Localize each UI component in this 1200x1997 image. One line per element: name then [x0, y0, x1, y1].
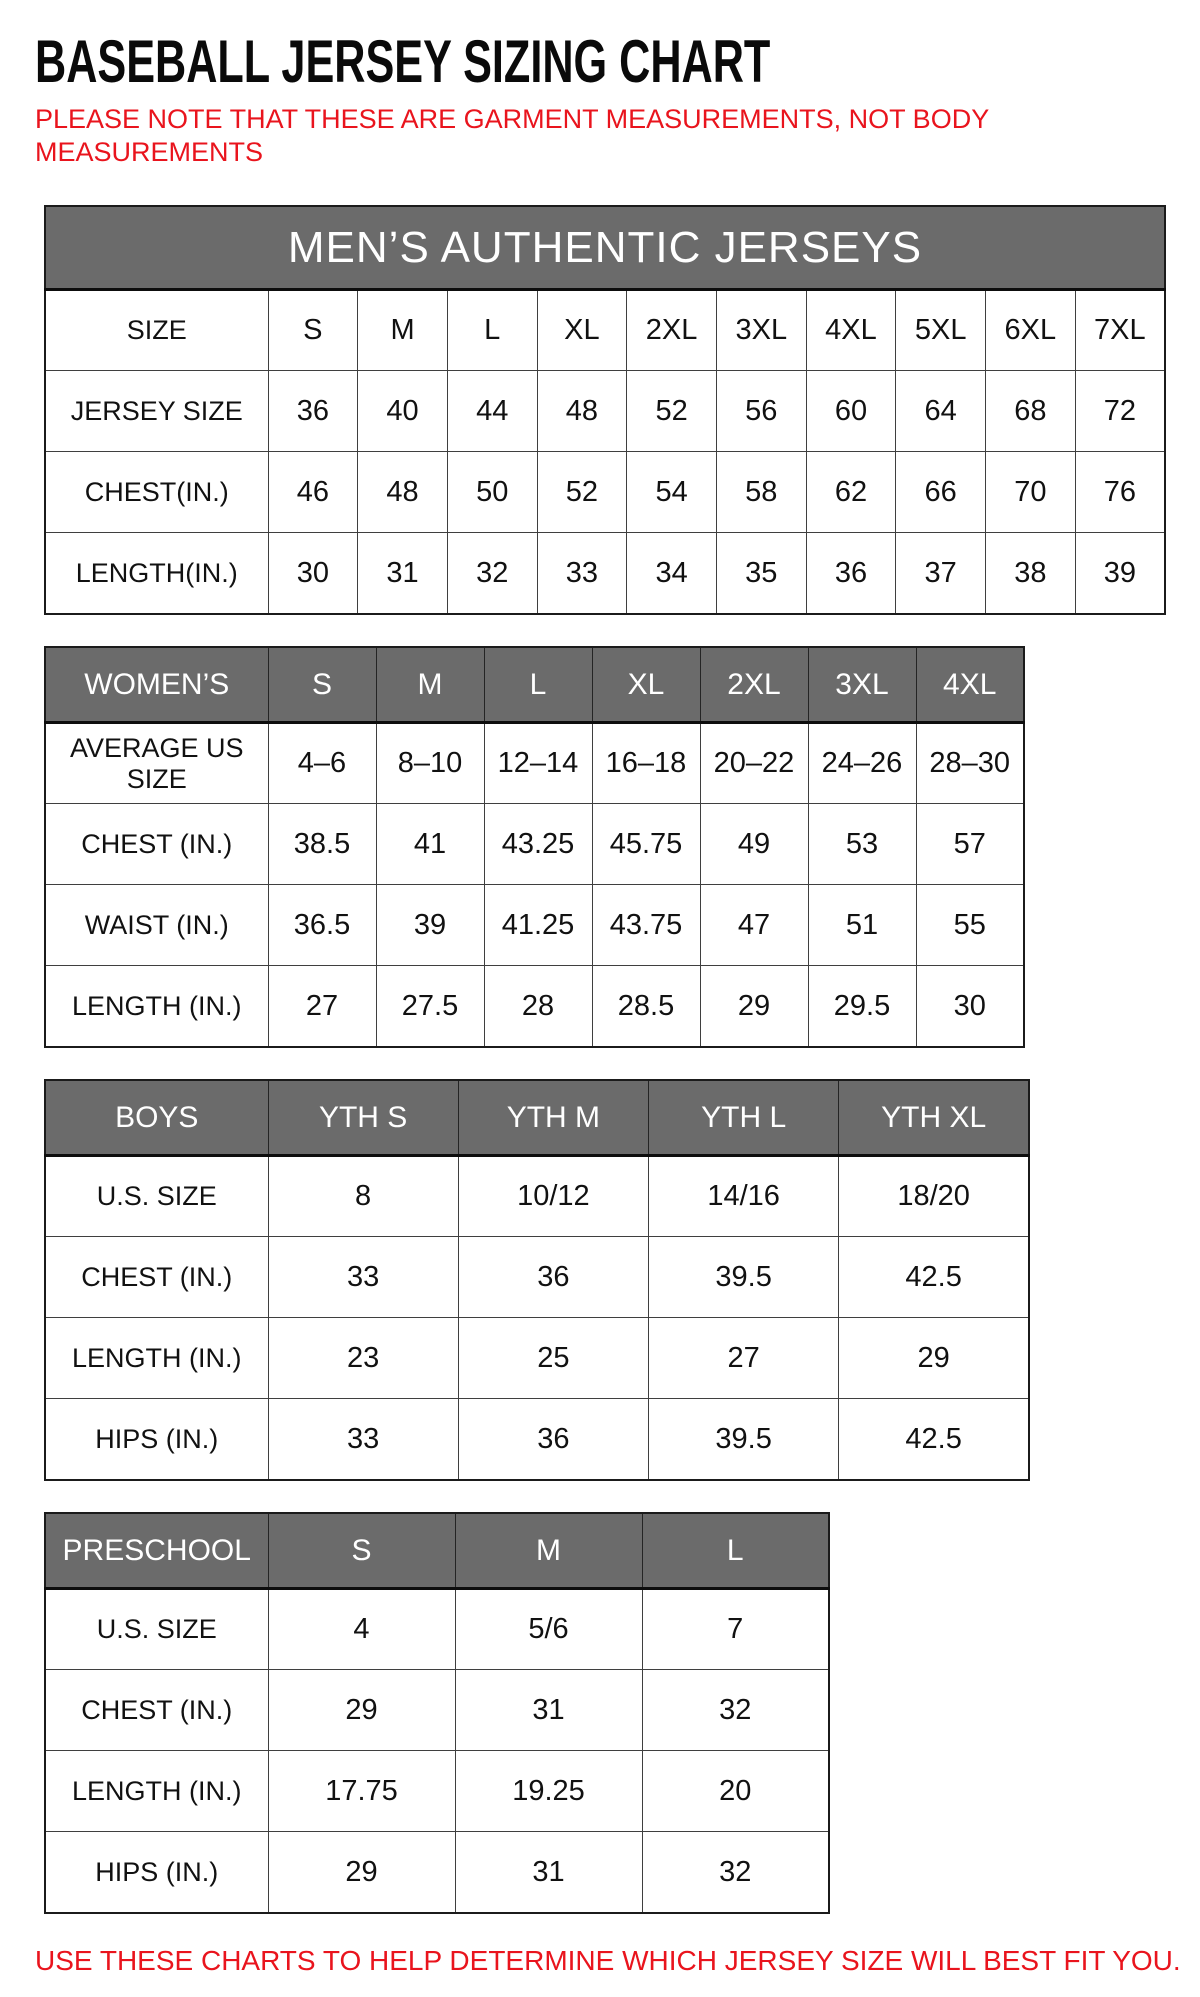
- value-cell: 30: [916, 966, 1024, 1047]
- value-cell: 28.5: [592, 966, 700, 1047]
- value-cell: 4: [268, 1589, 455, 1670]
- value-cell: 48: [537, 371, 627, 452]
- value-cell: 10/12: [458, 1156, 648, 1237]
- boys-table-title: BOYS: [45, 1080, 268, 1156]
- value-cell: 7: [642, 1589, 829, 1670]
- table-row: [45, 885, 1024, 966]
- value-cell: 23: [268, 1318, 458, 1399]
- value-cell: 32: [447, 533, 537, 614]
- mens-authentic-jerseys-table: [44, 205, 1166, 615]
- value-cell: 70: [986, 452, 1076, 533]
- column-header: 2XL: [700, 647, 808, 723]
- value-cell: M: [358, 290, 448, 371]
- value-cell: 17.75: [268, 1751, 455, 1832]
- value-cell: 50: [447, 452, 537, 533]
- value-cell: 4–6: [268, 723, 376, 804]
- value-cell: 12–14: [484, 723, 592, 804]
- value-cell: XL: [537, 290, 627, 371]
- value-cell: 41: [376, 804, 484, 885]
- value-cell: 19.25: [455, 1751, 642, 1832]
- womens-table: [44, 646, 1025, 1048]
- row-label: AVERAGE US SIZE: [45, 723, 268, 804]
- value-cell: 47: [700, 885, 808, 966]
- value-cell: 6XL: [986, 290, 1076, 371]
- row-label: WAIST (IN.): [45, 885, 268, 966]
- value-cell: 14/16: [649, 1156, 839, 1237]
- value-cell: 42.5: [839, 1237, 1029, 1318]
- column-header: L: [484, 647, 592, 723]
- column-header: YTH L: [649, 1080, 839, 1156]
- value-cell: 37: [896, 533, 986, 614]
- table-row: [45, 1399, 1029, 1480]
- value-cell: 60: [806, 371, 896, 452]
- value-cell: 36: [458, 1399, 648, 1480]
- value-cell: 4XL: [806, 290, 896, 371]
- table-row: [45, 1318, 1029, 1399]
- value-cell: 20–22: [700, 723, 808, 804]
- value-cell: 8–10: [376, 723, 484, 804]
- value-cell: 27: [649, 1318, 839, 1399]
- value-cell: 18/20: [839, 1156, 1029, 1237]
- value-cell: 38.5: [268, 804, 376, 885]
- value-cell: 36: [458, 1237, 648, 1318]
- value-cell: 56: [716, 371, 806, 452]
- column-header: YTH M: [458, 1080, 648, 1156]
- table-row: [45, 966, 1024, 1047]
- value-cell: 66: [896, 452, 986, 533]
- value-cell: 28–30: [916, 723, 1024, 804]
- value-cell: 24–26: [808, 723, 916, 804]
- value-cell: 54: [627, 452, 717, 533]
- column-header: XL: [592, 647, 700, 723]
- value-cell: 29: [839, 1318, 1029, 1399]
- value-cell: 44: [447, 371, 537, 452]
- value-cell: 34: [627, 533, 717, 614]
- table-row: [45, 371, 1165, 452]
- value-cell: 20: [642, 1751, 829, 1832]
- value-cell: 31: [455, 1670, 642, 1751]
- value-cell: 27: [268, 966, 376, 1047]
- row-label: LENGTH (IN.): [45, 1751, 268, 1832]
- table-row: [45, 533, 1165, 614]
- womens-header-row: [45, 647, 1024, 723]
- value-cell: 33: [268, 1399, 458, 1480]
- value-cell: 36: [806, 533, 896, 614]
- value-cell: 29.5: [808, 966, 916, 1047]
- value-cell: 52: [537, 452, 627, 533]
- value-cell: 36: [268, 371, 358, 452]
- row-label: HIPS (IN.): [45, 1832, 268, 1913]
- table-row: [45, 1832, 829, 1913]
- value-cell: 45.75: [592, 804, 700, 885]
- value-cell: 42.5: [839, 1399, 1029, 1480]
- row-label: CHEST(IN.): [45, 452, 268, 533]
- preschool-header-row: [45, 1513, 829, 1589]
- value-cell: 39: [376, 885, 484, 966]
- value-cell: 52: [627, 371, 717, 452]
- value-cell: 5XL: [896, 290, 986, 371]
- value-cell: 33: [268, 1237, 458, 1318]
- table-row: [45, 1751, 829, 1832]
- value-cell: 64: [896, 371, 986, 452]
- value-cell: 39.5: [649, 1399, 839, 1480]
- column-header: 3XL: [808, 647, 916, 723]
- value-cell: L: [447, 290, 537, 371]
- value-cell: 38: [986, 533, 1076, 614]
- column-header: 4XL: [916, 647, 1024, 723]
- table-row: [45, 452, 1165, 533]
- value-cell: S: [268, 290, 358, 371]
- value-cell: 29: [700, 966, 808, 1047]
- mens-authentic-jerseys-banner: MEN’S AUTHENTIC JERSEYS: [45, 206, 1165, 290]
- value-cell: 30: [268, 533, 358, 614]
- value-cell: 57: [916, 804, 1024, 885]
- value-cell: 27.5: [376, 966, 484, 1047]
- value-cell: 68: [986, 371, 1076, 452]
- column-header: S: [268, 647, 376, 723]
- table-row: [45, 1156, 1029, 1237]
- value-cell: 5/6: [455, 1589, 642, 1670]
- row-label: LENGTH(IN.): [45, 533, 268, 614]
- column-header: M: [376, 647, 484, 723]
- table-row: [45, 1589, 829, 1670]
- mens-authentic-jerseys-banner-row: [45, 206, 1165, 290]
- value-cell: 29: [268, 1832, 455, 1913]
- value-cell: 58: [716, 452, 806, 533]
- value-cell: 16–18: [592, 723, 700, 804]
- preschool-table: [44, 1512, 830, 1914]
- value-cell: 32: [642, 1832, 829, 1913]
- value-cell: 31: [358, 533, 448, 614]
- boys-header-row: [45, 1080, 1029, 1156]
- value-cell: 76: [1075, 452, 1165, 533]
- table-row: [45, 1670, 829, 1751]
- page-title: BASEBALL JERSEY SIZING CHART: [35, 28, 771, 95]
- value-cell: 49: [700, 804, 808, 885]
- garment-measurements-note: PLEASE NOTE THAT THESE ARE GARMENT MEASUREMENTS, NOT BODY MEASUREMENTS: [35, 104, 989, 167]
- row-label: LENGTH (IN.): [45, 1318, 268, 1399]
- value-cell: 36.5: [268, 885, 376, 966]
- row-label: HIPS (IN.): [45, 1399, 268, 1480]
- womens-table-title: WOMEN’S: [45, 647, 268, 723]
- table-row: [45, 290, 1165, 371]
- row-label: SIZE: [45, 290, 268, 371]
- row-label: CHEST (IN.): [45, 804, 268, 885]
- value-cell: 40: [358, 371, 448, 452]
- footer-note: USE THESE CHARTS TO HELP DETERMINE WHICH JERSEY SIZE WILL BEST FIT YOU.: [35, 1944, 1181, 1976]
- value-cell: 2XL: [627, 290, 717, 371]
- preschool-table-title: PRESCHOOL: [45, 1513, 268, 1589]
- value-cell: 33: [537, 533, 627, 614]
- value-cell: 29: [268, 1670, 455, 1751]
- row-label: JERSEY SIZE: [45, 371, 268, 452]
- value-cell: 62: [806, 452, 896, 533]
- column-header: S: [268, 1513, 455, 1589]
- value-cell: 3XL: [716, 290, 806, 371]
- value-cell: 39.5: [649, 1237, 839, 1318]
- value-cell: 51: [808, 885, 916, 966]
- row-label: CHEST (IN.): [45, 1237, 268, 1318]
- value-cell: 48: [358, 452, 448, 533]
- value-cell: 32: [642, 1670, 829, 1751]
- value-cell: 53: [808, 804, 916, 885]
- value-cell: 46: [268, 452, 358, 533]
- value-cell: 35: [716, 533, 806, 614]
- row-label: U.S. SIZE: [45, 1589, 268, 1670]
- table-row: [45, 804, 1024, 885]
- row-label: U.S. SIZE: [45, 1156, 268, 1237]
- value-cell: 8: [268, 1156, 458, 1237]
- value-cell: 41.25: [484, 885, 592, 966]
- column-header: YTH XL: [839, 1080, 1029, 1156]
- value-cell: 72: [1075, 371, 1165, 452]
- value-cell: 25: [458, 1318, 648, 1399]
- row-label: CHEST (IN.): [45, 1670, 268, 1751]
- column-header: YTH S: [268, 1080, 458, 1156]
- boys-table: [44, 1079, 1030, 1481]
- column-header: L: [642, 1513, 829, 1589]
- value-cell: 7XL: [1075, 290, 1165, 371]
- table-row: [45, 723, 1024, 804]
- row-label: LENGTH (IN.): [45, 966, 268, 1047]
- value-cell: 43.75: [592, 885, 700, 966]
- value-cell: 31: [455, 1832, 642, 1913]
- value-cell: 55: [916, 885, 1024, 966]
- value-cell: 43.25: [484, 804, 592, 885]
- value-cell: 39: [1075, 533, 1165, 614]
- value-cell: 28: [484, 966, 592, 1047]
- table-row: [45, 1237, 1029, 1318]
- column-header: M: [455, 1513, 642, 1589]
